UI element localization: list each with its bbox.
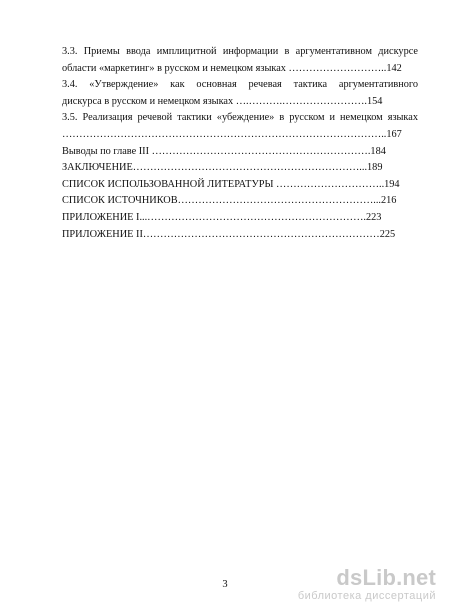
toc-entry-3-5-line2: …………………………………………………………………………………..167 [62, 128, 402, 140]
toc-entry-conclusions: Выводы по главе III ……………………………………………………….184 [62, 145, 386, 157]
toc-entry-3-4-line1: 3.4. «Утверждение» как основная речевая тактика аргументативного [62, 79, 418, 91]
toc-entry-appendix-2: ПРИЛОЖЕНИЕ II……………………………………………………………225 [62, 228, 396, 240]
toc-entry-zaklyuchenie: ЗАКЛЮЧЕНИЕ…………………………………………………………...189 [62, 162, 383, 174]
toc-entry-3-3-line2: области «маркетинг» в русском и немецком языках ………………………..142 [62, 62, 402, 74]
watermark [286, 566, 436, 603]
toc-entry-3-3-line1: 3.3. Приемы ввода имплицитной информации в аргументативном дискурсе [62, 46, 418, 57]
table-of-contents [62, 44, 418, 243]
watermark-tagline: библиотека диссертаций [297, 590, 436, 602]
toc-entry-sources: СПИСОК ИСТОЧНИКОВ…………………………………………………...216 [62, 195, 397, 207]
page-number: 3 [222, 579, 228, 590]
toc-entry-3-4-line2: дискурса в русском и немецком языках ….……….…………………….154 [62, 95, 383, 107]
toc-entry-literature: СПИСОК ИСПОЛЬЗОВАННОЙ ЛИТЕРАТУРЫ …………………………..194 [62, 178, 400, 190]
toc-entry-3-5-line1: 3.5. Реализация речевой тактики «убеждение» в русском и немецком языках [62, 112, 418, 124]
watermark-logo: dsLib.net [336, 565, 436, 590]
toc-entry-appendix-1: ПРИЛОЖЕНИЕ I...……………………………………………………….223 [62, 211, 382, 223]
